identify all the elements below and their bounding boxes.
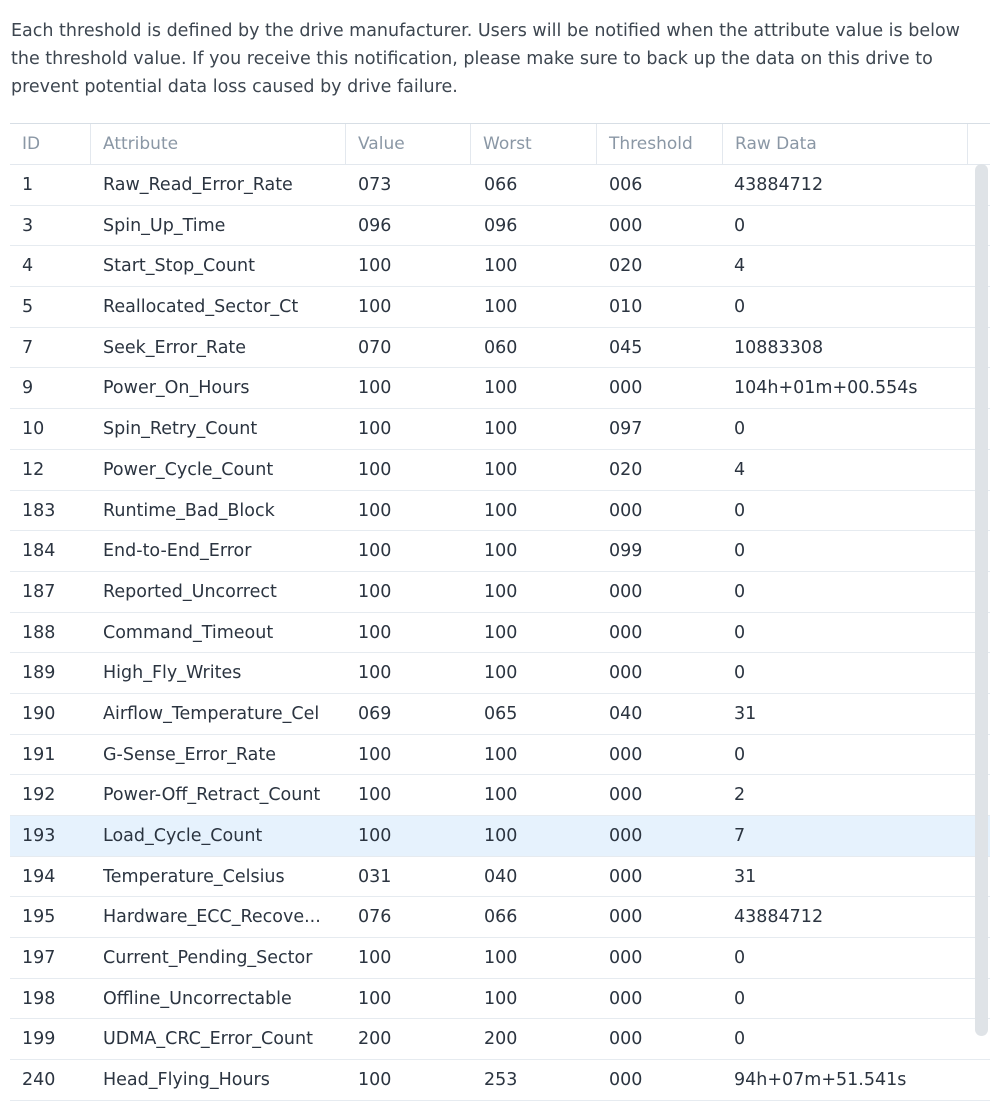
cell-worst: 100: [484, 378, 518, 399]
cell-attribute: Raw_Read_Error_Rate: [103, 175, 293, 195]
cell-id: 199: [22, 1029, 56, 1050]
cell-worst: 100: [484, 744, 518, 765]
cell-id: 10: [22, 419, 45, 440]
cell-raw-data: 0: [734, 297, 746, 318]
cell-attribute: Current_Pending_Sector: [103, 948, 313, 969]
cell-threshold: 000: [609, 622, 643, 643]
cell-threshold: 000: [609, 500, 643, 521]
cell-id: 12: [22, 459, 45, 480]
cell-value: 100: [358, 1070, 392, 1091]
cell-value: 100: [358, 785, 392, 806]
cell-value: 031: [358, 866, 392, 887]
cell-threshold: 097: [609, 419, 643, 440]
table-row[interactable]: [10, 857, 990, 898]
cell-attribute: Load_Cycle_Count: [103, 826, 263, 846]
table-row[interactable]: [10, 735, 990, 776]
table-row[interactable]: [10, 816, 990, 857]
cell-raw-data: 10883308: [734, 337, 824, 358]
cell-attribute: Reported_Uncorrect: [103, 581, 277, 602]
cell-value: 096: [358, 215, 392, 236]
cell-threshold: 000: [609, 948, 643, 969]
cell-raw-data: 0: [734, 581, 746, 602]
cell-worst: 200: [484, 1029, 518, 1050]
cell-raw-data: 104h+01m+00.554s: [734, 378, 918, 399]
cell-threshold: 045: [609, 337, 643, 358]
cell-raw-data: 4: [734, 256, 746, 277]
cell-id: 189: [22, 663, 56, 684]
table-row[interactable]: [10, 613, 990, 654]
cell-threshold: 000: [609, 744, 643, 765]
table-row[interactable]: [10, 1019, 990, 1060]
cell-worst: 065: [484, 703, 518, 724]
cell-id: 194: [22, 866, 56, 887]
cell-raw-data: 31: [734, 703, 757, 724]
cell-worst: 066: [484, 907, 518, 928]
cell-raw-data: 7: [734, 826, 746, 846]
cell-id: 1: [22, 175, 34, 195]
cell-raw-data: 4: [734, 459, 746, 480]
cell-threshold: 000: [609, 581, 643, 602]
cell-attribute: Temperature_Celsius: [103, 866, 285, 887]
smart-attributes-table: [10, 123, 990, 1106]
cell-id: 198: [22, 988, 56, 1009]
cell-id: 193: [22, 826, 56, 846]
cell-value: 100: [358, 297, 392, 318]
cell-threshold: 000: [609, 988, 643, 1009]
table-row[interactable]: [10, 450, 990, 491]
cell-value: 076: [358, 907, 392, 928]
cell-value: 100: [358, 581, 392, 602]
table-row[interactable]: [10, 897, 990, 938]
column-header-raw-data[interactable]: Raw Data: [723, 124, 968, 164]
cell-id: 3: [22, 215, 34, 236]
cell-value: 100: [358, 948, 392, 969]
cell-worst: 040: [484, 866, 518, 887]
cell-threshold: 000: [609, 378, 643, 399]
table-row[interactable]: [10, 246, 990, 287]
table-row[interactable]: [10, 938, 990, 979]
cell-attribute: Reallocated_Sector_Ct: [103, 297, 299, 318]
cell-attribute: Offline_Uncorrectable: [103, 988, 292, 1009]
cell-raw-data: 43884712: [734, 175, 824, 195]
cell-value: 100: [358, 826, 392, 846]
cell-attribute: Airflow_Temperature_Cel: [103, 703, 320, 724]
cell-value: 100: [358, 622, 392, 643]
cell-worst: 060: [484, 337, 518, 358]
threshold-notice: Each threshold is defined by the drive manufacturer. Users will be notified when the attribute value is below the threshold value. If you receive this notification, please make sure to back up the data on this drive to prevent potential data loss caused by drive failure.: [11, 21, 960, 97]
cell-value: 100: [358, 419, 392, 440]
cell-id: 195: [22, 907, 56, 928]
cell-raw-data: 0: [734, 215, 746, 236]
cell-worst: 100: [484, 622, 518, 643]
table-row[interactable]: [10, 491, 990, 532]
table-row[interactable]: [10, 206, 990, 247]
cell-threshold: 040: [609, 703, 643, 724]
cell-attribute: Seek_Error_Rate: [103, 337, 247, 358]
cell-id: 187: [22, 581, 56, 602]
cell-value: 100: [358, 256, 392, 277]
cell-raw-data: 0: [734, 622, 746, 643]
cell-attribute: Spin_Retry_Count: [103, 419, 258, 440]
table-header: [10, 124, 990, 165]
cell-threshold: 000: [609, 907, 643, 928]
cell-id: 5: [22, 297, 34, 318]
table-row[interactable]: [10, 409, 990, 450]
cell-value: 200: [358, 1029, 392, 1050]
cell-threshold: 000: [609, 826, 643, 846]
cell-worst: 100: [484, 988, 518, 1009]
cell-raw-data: 94h+07m+51.541s: [734, 1070, 907, 1091]
cell-value: 100: [358, 988, 392, 1009]
cell-worst: 100: [484, 297, 518, 318]
cell-id: 184: [22, 541, 56, 562]
cell-raw-data: 0: [734, 663, 746, 684]
table-row[interactable]: [10, 1060, 990, 1101]
column-header-threshold[interactable]: Threshold: [597, 124, 723, 164]
vertical-scrollbar[interactable]: [975, 164, 988, 1036]
cell-id: 183: [22, 500, 56, 521]
cell-value: 069: [358, 703, 392, 724]
cell-raw-data: 43884712: [734, 907, 824, 928]
cell-worst: 100: [484, 256, 518, 277]
cell-raw-data: 31: [734, 866, 757, 887]
cell-id: 4: [22, 256, 34, 277]
cell-value: 073: [358, 175, 392, 195]
cell-threshold: 000: [609, 215, 643, 236]
cell-worst: 096: [484, 215, 518, 236]
column-header-value[interactable]: Value: [346, 124, 471, 164]
cell-threshold: 099: [609, 541, 643, 562]
cell-threshold: 010: [609, 297, 643, 318]
cell-threshold: 020: [609, 256, 643, 277]
cell-value: 100: [358, 663, 392, 684]
cell-attribute: Spin_Up_Time: [103, 215, 226, 236]
table-row[interactable]: [10, 328, 990, 369]
cell-value: 070: [358, 337, 392, 358]
cell-worst: 100: [484, 785, 518, 806]
cell-worst: 100: [484, 948, 518, 969]
cell-attribute: End-to-End_Error: [103, 541, 252, 562]
table-row[interactable]: [10, 531, 990, 572]
cell-worst: 100: [484, 541, 518, 562]
cell-raw-data: 0: [734, 744, 746, 765]
cell-attribute: Power_On_Hours: [103, 378, 250, 399]
cell-attribute: Runtime_Bad_Block: [103, 500, 275, 521]
table-row[interactable]: [10, 979, 990, 1020]
column-header-worst[interactable]: Worst: [471, 124, 597, 164]
table-row[interactable]: [10, 368, 990, 409]
cell-attribute: Command_Timeout: [103, 622, 274, 643]
cell-attribute: Power_Cycle_Count: [103, 459, 274, 480]
cell-id: 197: [22, 948, 56, 969]
cell-worst: 253: [484, 1070, 518, 1091]
cell-id: 190: [22, 703, 56, 724]
cell-value: 100: [358, 378, 392, 399]
cell-id: 240: [22, 1070, 56, 1091]
cell-attribute: Power-Off_Retract_Count: [103, 785, 321, 806]
cell-raw-data: 0: [734, 1029, 746, 1050]
cell-worst: 100: [484, 663, 518, 684]
cell-threshold: 000: [609, 1070, 643, 1091]
cell-id: 188: [22, 622, 56, 643]
cell-id: 192: [22, 785, 56, 806]
cell-threshold: 006: [609, 175, 643, 195]
cell-attribute: High_Fly_Writes: [103, 663, 242, 684]
cell-id: 7: [22, 337, 34, 358]
cell-id: 9: [22, 378, 34, 399]
cell-raw-data: 0: [734, 948, 746, 969]
table-row[interactable]: [10, 165, 990, 206]
cell-threshold: 000: [609, 785, 643, 806]
table-row[interactable]: [10, 775, 990, 816]
cell-raw-data: 0: [734, 500, 746, 521]
table-row[interactable]: [10, 694, 990, 735]
cell-value: 100: [358, 541, 392, 562]
cell-worst: 066: [484, 175, 518, 195]
cell-value: 100: [358, 744, 392, 765]
cell-attribute: UDMA_CRC_Error_Count: [103, 1029, 313, 1050]
cell-threshold: 000: [609, 1029, 643, 1050]
column-header-attribute[interactable]: Attribute: [91, 124, 346, 164]
cell-attribute: Hardware_ECC_Recove...: [103, 907, 321, 928]
cell-worst: 100: [484, 419, 518, 440]
cell-worst: 100: [484, 459, 518, 480]
table-row[interactable]: [10, 653, 990, 694]
cell-worst: 100: [484, 826, 518, 846]
cell-raw-data: 0: [734, 541, 746, 562]
cell-attribute: G-Sense_Error_Rate: [103, 744, 277, 765]
cell-value: 100: [358, 459, 392, 480]
table-body: [10, 165, 990, 1106]
table-row[interactable]: [10, 572, 990, 613]
cell-attribute: Start_Stop_Count: [103, 256, 256, 277]
cell-worst: 100: [484, 500, 518, 521]
table-row[interactable]: [10, 287, 990, 328]
column-header-id[interactable]: ID: [10, 124, 91, 164]
cell-raw-data: 0: [734, 988, 746, 1009]
cell-threshold: 020: [609, 459, 643, 480]
cell-attribute: Head_Flying_Hours: [103, 1070, 270, 1091]
cell-worst: 100: [484, 581, 518, 602]
cell-raw-data: 2: [734, 785, 746, 806]
cell-threshold: 000: [609, 866, 643, 887]
cell-raw-data: 0: [734, 419, 746, 440]
cell-value: 100: [358, 500, 392, 521]
cell-threshold: 000: [609, 663, 643, 684]
cell-id: 191: [22, 744, 56, 765]
